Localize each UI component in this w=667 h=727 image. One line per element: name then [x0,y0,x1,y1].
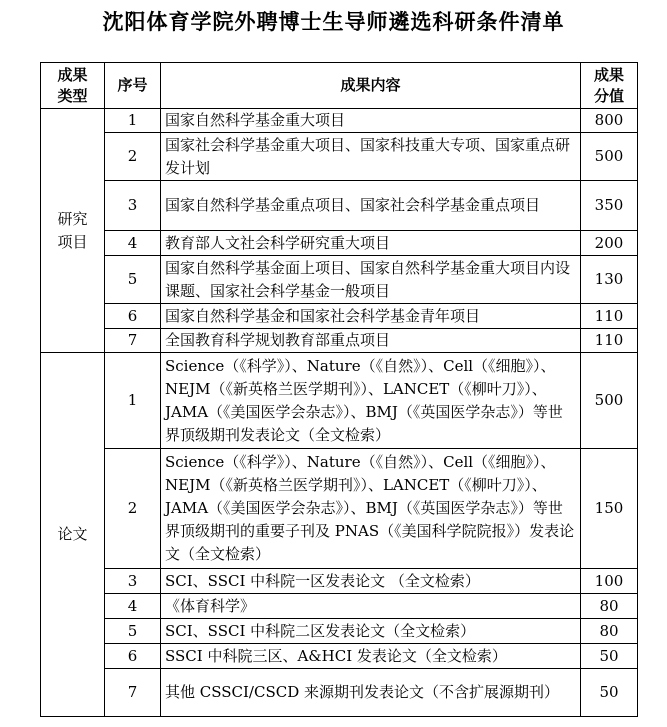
score-cell: 80 [581,619,638,644]
content-cell: 全国教育科学规划教育部重点项目 [161,329,581,353]
score-cell: 110 [581,304,638,329]
content-cell: SSCI 中科院三区、A&HCI 发表论文（全文检索） [161,644,581,669]
table-row [41,304,638,329]
content-cell: SCI、SSCI 中科院一区发表论文 （全文检索） [161,569,581,594]
table-row [41,449,638,569]
score-cell: 110 [581,329,638,353]
header-type: 成果 类型 [41,63,105,109]
score-cell: 800 [581,109,638,133]
seq-cell: 3 [105,181,161,231]
seq-cell: 5 [105,619,161,644]
content-cell: SCI、SSCI 中科院二区发表论文（全文检索） [161,619,581,644]
header-content: 成果内容 [161,63,581,109]
table-row [41,669,638,717]
header-seq: 序号 [105,63,161,109]
category-paper: 论文 [41,353,105,717]
content-cell: 国家社会科学基金重大项目、国家科技重大专项、国家重点研发计划 [161,133,581,181]
table-row [41,133,638,181]
content-cell: 国家自然科学基金重点项目、国家社会科学基金重点项目 [161,181,581,231]
score-cell: 50 [581,644,638,669]
seq-cell: 3 [105,569,161,594]
seq-cell: 7 [105,669,161,717]
content-cell: 教育部人文社会科学研究重大项目 [161,231,581,256]
score-cell: 50 [581,669,638,717]
table-row [41,569,638,594]
score-cell: 130 [581,256,638,304]
header-score: 成果 分值 [581,63,638,109]
seq-cell: 5 [105,256,161,304]
category-research: 研究 项目 [41,109,105,353]
seq-cell: 4 [105,594,161,619]
content-cell: 《体育科学》 [161,594,581,619]
content-cell: 国家自然科学基金重大项目 [161,109,581,133]
seq-cell: 6 [105,644,161,669]
seq-cell: 6 [105,304,161,329]
seq-cell: 2 [105,449,161,569]
seq-cell: 7 [105,329,161,353]
table-row [41,353,638,449]
seq-cell: 1 [105,109,161,133]
page-title: 沈阳体育学院外聘博士生导师遴选科研条件清单 [102,9,565,34]
table-row [41,109,638,133]
score-cell: 200 [581,231,638,256]
table-row [41,231,638,256]
table-row [41,181,638,231]
seq-cell: 4 [105,231,161,256]
content-cell: 国家自然科学基金和国家社会科学基金青年项目 [161,304,581,329]
score-cell: 100 [581,569,638,594]
score-cell: 350 [581,181,638,231]
score-cell: 150 [581,449,638,569]
table-row [41,594,638,619]
header-row [41,63,638,109]
content-cell: Science（《科学》）、Nature（《自然》）、Cell（《细胞》）、NEJM（《新英格兰医学期刊》）、LANCET（《柳叶刀》）、JAMA（《美国医学会杂志》）、BMJ（《英国医学杂志》）等世界顶级期刊发表论文（全文检索） [161,353,581,449]
score-cell: 500 [581,133,638,181]
score-cell: 500 [581,353,638,449]
table-row [41,619,638,644]
content-cell: Science（《科学》）、Nature（《自然》）、Cell（《细胞》）、NEJM（《新英格兰医学期刊》）、LANCET（《柳叶刀》）、JAMA（《美国医学会杂志》）、BMJ（《英国医学杂志》）等世界顶级期刊的重要子刊及 PNAS（《美国科学院院报》）发表论文（全文检索） [161,449,581,569]
content-cell: 其他 CSSCI/CSCD 来源期刊发表论文（不含扩展源期刊） [161,669,581,717]
seq-cell: 1 [105,353,161,449]
seq-cell: 2 [105,133,161,181]
conditions-table [40,62,638,717]
table-row [41,329,638,353]
score-cell: 80 [581,594,638,619]
table-row [41,644,638,669]
content-cell: 国家自然科学基金面上项目、国家自然科学基金重大项目内设课题、国家社会科学基金一般项目 [161,256,581,304]
table-row [41,256,638,304]
